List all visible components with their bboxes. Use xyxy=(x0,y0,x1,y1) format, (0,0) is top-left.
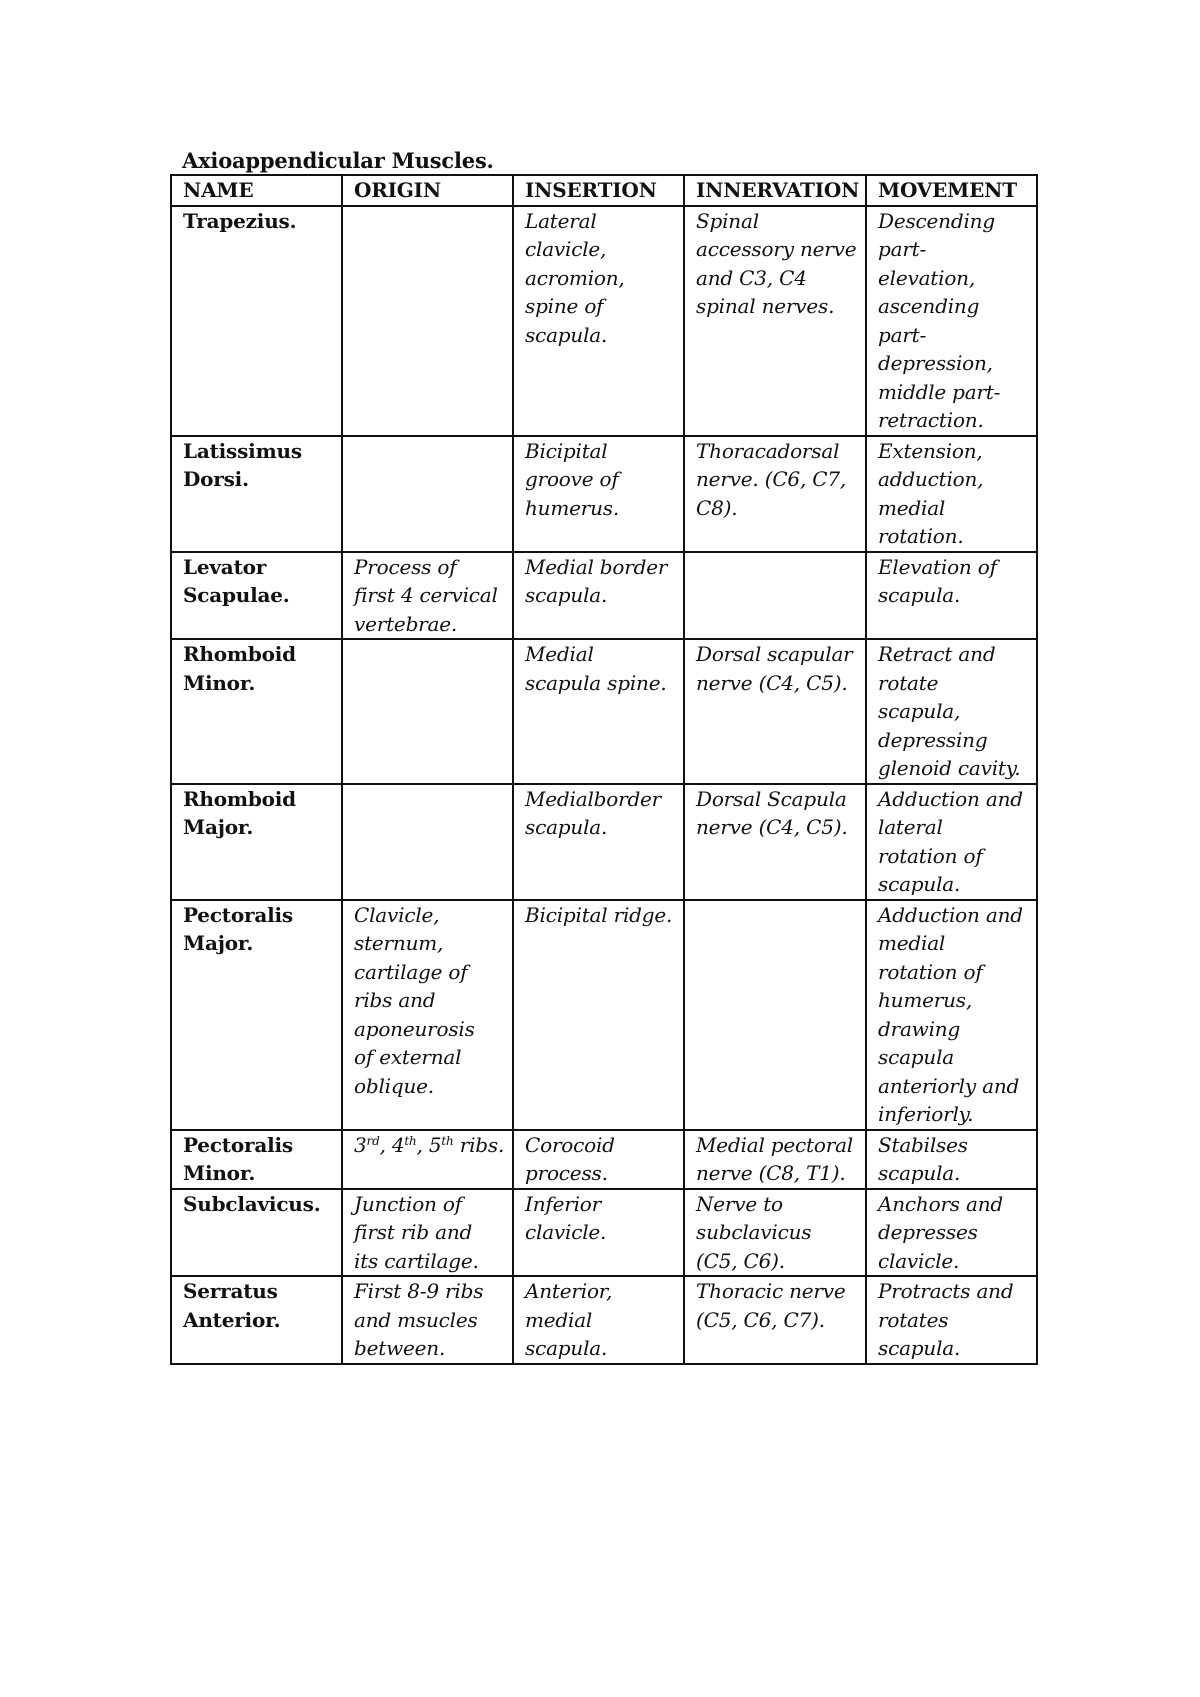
origin-cell xyxy=(342,436,513,552)
muscle-name-cell xyxy=(171,639,342,784)
cell-line: groove of xyxy=(525,467,619,491)
cell-line: Dorsal Scapula xyxy=(696,786,847,811)
cell-line: subclavicus xyxy=(696,1220,812,1244)
cell-line: Anterior. xyxy=(183,1307,281,1332)
cell-line: Descending xyxy=(878,208,995,233)
origin-cell xyxy=(342,900,513,1130)
table-row xyxy=(171,1276,1037,1364)
insertion-cell xyxy=(513,900,684,1130)
table-row xyxy=(171,552,1037,640)
rib-number: , 5 xyxy=(416,1132,442,1157)
cell-line: Trapezius. xyxy=(183,208,297,233)
cell-line: Clavicle, xyxy=(354,902,440,927)
cell-line: rotates xyxy=(878,1307,949,1332)
page-title: Axioappendicular Muscles. xyxy=(182,148,494,173)
cell-line: scapula, xyxy=(878,699,961,723)
table-row xyxy=(171,784,1037,900)
innervation-cell xyxy=(684,900,866,1130)
cell-line: scapula xyxy=(878,1045,954,1069)
insertion-cell xyxy=(513,436,684,552)
cell-line: medial xyxy=(878,931,946,955)
cell-line: medial xyxy=(525,1307,593,1332)
cell-line: Medial xyxy=(525,642,594,666)
table-row xyxy=(171,1130,1037,1189)
cell-line: inferiorly. xyxy=(878,1102,974,1126)
insertion-cell xyxy=(513,1276,684,1364)
cell-line: Extension, xyxy=(878,438,983,463)
cell-line: depression, xyxy=(878,351,993,375)
cell-line: Process of xyxy=(354,554,457,579)
insertion-cell xyxy=(513,1130,684,1189)
muscle-name-cell xyxy=(171,1130,342,1189)
rib-number: 3 xyxy=(354,1132,367,1157)
cell-line: first rib and xyxy=(354,1220,473,1244)
muscle-name-cell xyxy=(171,900,342,1130)
cell-line: its cartilage. xyxy=(354,1248,479,1273)
muscle-name-cell xyxy=(171,206,342,436)
origin-cell xyxy=(342,1276,513,1364)
cell-line: clavicle. xyxy=(878,1248,960,1273)
cell-line: Thoracadorsal xyxy=(696,438,840,463)
cell-line: Major. xyxy=(183,931,254,955)
cell-line: acromion, xyxy=(525,265,625,290)
header-innervation: INNERVATION xyxy=(684,175,866,206)
cell-line: scapula. xyxy=(525,583,608,607)
cell-line: sternum, xyxy=(354,931,444,955)
innervation-cell xyxy=(684,436,866,552)
cell-line: Scapulae. xyxy=(183,583,290,607)
movement-cell xyxy=(866,1189,1037,1277)
cell-line: oblique. xyxy=(354,1073,434,1098)
table-row xyxy=(171,206,1037,436)
cell-line: humerus. xyxy=(525,495,620,520)
cell-line: scapula. xyxy=(878,1161,961,1185)
cell-line: glenoid cavity. xyxy=(878,756,1021,780)
cell-line: scapula. xyxy=(878,1336,961,1360)
cell-line: nerve (C4, C5). xyxy=(696,815,848,839)
header-movement: MOVEMENT xyxy=(866,175,1037,206)
origin-cell xyxy=(342,784,513,900)
cell-line: Levator xyxy=(183,554,267,579)
cell-line: clavicle. xyxy=(525,1220,607,1244)
cell-line: scapula spine. xyxy=(525,670,667,695)
cell-line: Rhomboid xyxy=(183,786,296,811)
cell-line: C8). xyxy=(696,495,738,520)
movement-cell xyxy=(866,206,1037,436)
cell-line: clavicle, xyxy=(525,237,607,261)
cell-line: Protracts and xyxy=(878,1279,1014,1303)
cell-line: part- xyxy=(878,237,927,261)
cell-line xyxy=(354,1131,508,1160)
cell-line: anteriorly and xyxy=(878,1073,1020,1098)
cell-line: Subclavicus. xyxy=(183,1191,321,1216)
cell-line: nerve (C4, C5). xyxy=(696,670,848,695)
origin-cell xyxy=(342,1130,513,1189)
cell-line: between. xyxy=(354,1336,446,1360)
insertion-cell xyxy=(513,1189,684,1277)
innervation-cell xyxy=(684,1130,866,1189)
cell-line: Anterior, xyxy=(525,1279,613,1303)
cell-line: Dorsi. xyxy=(183,467,249,491)
header-origin: ORIGIN xyxy=(342,175,513,206)
innervation-cell xyxy=(684,784,866,900)
movement-cell xyxy=(866,900,1037,1130)
cell-line: aponeurosis xyxy=(354,1016,475,1041)
cell-line: Adduction and xyxy=(878,786,1023,811)
cell-line: Anchors and xyxy=(878,1191,1004,1216)
muscle-name-cell xyxy=(171,552,342,640)
muscle-name-cell xyxy=(171,784,342,900)
innervation-cell xyxy=(684,206,866,436)
origin-cell xyxy=(342,639,513,784)
cell-line: adduction, xyxy=(878,467,984,491)
innervation-cell xyxy=(684,552,866,640)
cell-line: spinal nerves. xyxy=(696,294,835,318)
cell-line: Major. xyxy=(183,815,254,839)
insertion-cell xyxy=(513,206,684,436)
cell-line: first 4 cervical xyxy=(354,583,498,607)
movement-cell xyxy=(866,784,1037,900)
innervation-cell xyxy=(684,639,866,784)
origin-cell xyxy=(342,206,513,436)
cell-line: Latissimus xyxy=(183,438,302,463)
cell-line: scapula. xyxy=(878,583,961,607)
innervation-cell xyxy=(684,1189,866,1277)
cell-line: part- xyxy=(878,322,927,347)
cell-line: rotation of xyxy=(878,843,983,868)
table-row xyxy=(171,1189,1037,1277)
movement-cell xyxy=(866,1130,1037,1189)
cell-line: Junction of xyxy=(354,1191,462,1216)
table-row xyxy=(171,639,1037,784)
cell-line: Medialborder xyxy=(525,786,662,811)
table-header-row xyxy=(171,175,1037,206)
ordinal-suffix: th xyxy=(441,1133,454,1148)
cell-line: cartilage of xyxy=(354,959,468,984)
cell-line: Thoracic nerve xyxy=(696,1279,846,1303)
cell-line: nerve. (C6, C7, xyxy=(696,467,847,491)
table-row xyxy=(171,900,1037,1130)
cell-line: Elevation of xyxy=(878,554,997,579)
origin-tail-text: ribs. xyxy=(453,1132,505,1157)
cell-line: Bicipital xyxy=(525,438,608,463)
cell-line: of external xyxy=(354,1045,462,1069)
cell-line: Inferior xyxy=(525,1191,601,1216)
cell-line: scapula. xyxy=(525,815,608,839)
origin-cell xyxy=(342,1189,513,1277)
cell-line: scapula. xyxy=(878,872,961,896)
insertion-cell xyxy=(513,552,684,640)
cell-line: scapula. xyxy=(525,1336,608,1360)
movement-cell xyxy=(866,436,1037,552)
insertion-cell xyxy=(513,784,684,900)
header-insertion: INSERTION xyxy=(513,175,684,206)
cell-line: Spinal xyxy=(696,208,759,233)
cell-line: lateral xyxy=(878,815,943,839)
cell-line: depresses xyxy=(878,1220,978,1244)
insertion-cell xyxy=(513,639,684,784)
cell-line: Minor. xyxy=(183,670,256,695)
cell-line: process. xyxy=(525,1161,608,1185)
cell-line: Bicipital ridge. xyxy=(525,902,673,927)
cell-line: rotate xyxy=(878,670,939,695)
cell-line: Medial border xyxy=(525,554,668,579)
ordinal-suffix: rd xyxy=(366,1133,380,1148)
muscle-name-cell xyxy=(171,436,342,552)
cell-line: middle part- xyxy=(878,379,1001,404)
cell-line: depressing xyxy=(878,727,988,752)
movement-cell xyxy=(866,552,1037,640)
movement-cell xyxy=(866,1276,1037,1364)
cell-line: spine of xyxy=(525,294,604,318)
header-name: NAME xyxy=(171,175,342,206)
innervation-cell xyxy=(684,1276,866,1364)
cell-line: Dorsal scapular xyxy=(696,642,853,666)
cell-line: Lateral xyxy=(525,208,597,233)
cell-line: Corocoid xyxy=(525,1132,615,1157)
cell-line: Medial pectoral xyxy=(696,1132,853,1157)
cell-line: Adduction and xyxy=(878,902,1023,927)
cell-line: ribs and xyxy=(354,988,436,1012)
cell-line: Rhomboid xyxy=(183,642,296,666)
table-row xyxy=(171,436,1037,552)
cell-line: retraction. xyxy=(878,408,984,432)
origin-cell xyxy=(342,552,513,640)
cell-line: nerve (C8, T1). xyxy=(696,1161,846,1185)
cell-line: and msucles xyxy=(354,1307,478,1332)
cell-line: Pectoralis xyxy=(183,1132,293,1157)
cell-line: medial xyxy=(878,495,946,520)
cell-line: First 8-9 ribs xyxy=(354,1279,484,1303)
cell-line: vertebrae. xyxy=(354,611,458,636)
cell-line: drawing xyxy=(878,1016,961,1041)
muscle-name-cell xyxy=(171,1189,342,1277)
cell-line: accessory nerve xyxy=(696,237,857,261)
cell-line: ascending xyxy=(878,294,980,318)
cell-line: Minor. xyxy=(183,1161,256,1185)
cell-line: (C5, C6). xyxy=(696,1248,785,1273)
cell-line: Stabilses xyxy=(878,1132,968,1157)
cell-line: elevation, xyxy=(878,265,976,290)
cell-line: rotation of xyxy=(878,959,983,984)
cell-line: (C5, C6, C7). xyxy=(696,1307,825,1332)
cell-line: Pectoralis xyxy=(183,902,293,927)
rib-number: , 4 xyxy=(379,1132,405,1157)
cell-line: Serratus xyxy=(183,1279,278,1303)
muscles-table xyxy=(170,174,1038,1365)
cell-line: rotation. xyxy=(878,524,964,548)
cell-line: Retract and xyxy=(878,642,996,666)
cell-line: and C3, C4 xyxy=(696,265,807,290)
ordinal-suffix: th xyxy=(404,1133,417,1148)
cell-line: humerus, xyxy=(878,988,973,1012)
cell-line: scapula. xyxy=(525,322,608,347)
muscle-name-cell xyxy=(171,1276,342,1364)
movement-cell xyxy=(866,639,1037,784)
cell-line: Nerve to xyxy=(696,1191,783,1216)
